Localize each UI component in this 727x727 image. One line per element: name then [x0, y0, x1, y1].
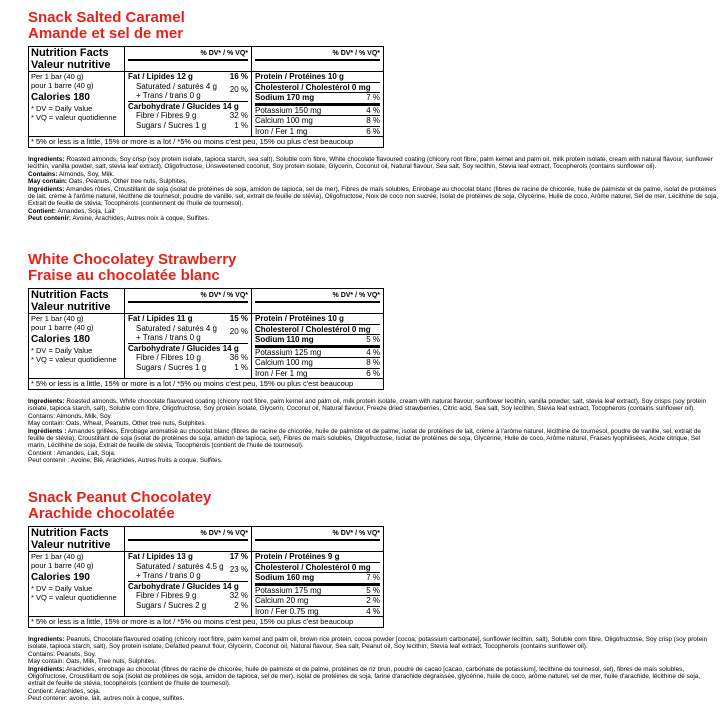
nutrient-iron: Iron / Fer 1 mg 6 % — [255, 368, 380, 378]
dv-note-en: * DV = Daily Value — [31, 584, 93, 593]
calories: Calories 190 — [31, 572, 90, 583]
ingredients-block — [28, 156, 718, 223]
dv-header: % DV* / % VQ* — [255, 529, 380, 541]
ingredient-text: Arachides, enrobage au chocolat (fibres de racine de chicorée, huile de palmiste et de palme, protéines de riz brun, poudre de cacao [cacao, carbonate de potassium], lécithine de tournesol, sel), fibres de maïs solubles, Oligofructose, Croustillant de soja (isolat de protéines de soja, amidon de tapioca, sel de mer), isolat de protéines de soja, farine d'arachide dégraissée, glycérine, huile de coco, arôme naturel, sel de mer, huile d'arachide, lécithine de soja, extrait de feuille de stévia, tocophérols (contient de l'huile de tournesol). — [28, 665, 701, 688]
ingredient-text: Contains: Peanuts, Soy. — [28, 650, 97, 658]
nutrient-iron: Iron / Fer 1 mg 6 % — [255, 126, 380, 136]
ingredient-text: Roasted almonds, Soy crisp (soy protein isolate, tapioca starch, sea salt), Soluble corn fibre, White chocolate flavoured coating (chicory root fibre, palm kernel and palm oil, milk protein isolate, cream with natural flavour, sunflower lecithin, vanilla powder, salt, stevia leaf extract), Oligofructose, Unsweetened coconut, Soy protein isolate, Glycerin, Coconut oil, Natural flavour, Sea salt, Soy lecithin, Stevia leaf extract, Tocopherols (contains sunflower oil). — [28, 156, 713, 171]
ingredient-line — [28, 636, 718, 651]
ingredient-label: Ingrédients : — [28, 427, 67, 435]
nutrient-potassium: Potassium 175 mg 5 % — [255, 585, 380, 595]
nutrient-cholesterol: Cholesterol / Cholestérol 0 mg — [255, 83, 380, 94]
nutrient-carbohydrate: Carbohydrate / Glucides 14 g — [128, 343, 239, 353]
ingredient-line — [28, 695, 718, 702]
ingredient-line — [28, 420, 718, 427]
dv-footer: * 5% or less is a little, 15% or more is a lot / *5% ou moins c'est peu, 15% ou plus c'est beaucoup — [29, 378, 383, 389]
nutrient-saturated: Saturated / saturés 4 g — [136, 81, 217, 91]
nutrient-trans: + Trans / trans 0 g 20 % — [128, 333, 248, 344]
ingredient-text: Peanuts, Chocolate flavoured coating (chicory root fibre, palm kernel and palm oil, brown rice protein, cocoa powder [cocoa, potassium carbonate], sunflower lecithin, salt), Soluble corn fibre, Oligofructose, Soy crisp (soy protein isolate, tapioca starch, salt), Soy protein isolate, Defatted peanut flour, Glycerin, Coconut oil, Natural flavour, Sea salt, Peanut oil, Soy lecithin, Stevia leaf extract, Tocopherols (contains sunflower oil). — [28, 636, 708, 651]
ingredient-line — [28, 208, 718, 215]
product-title-fr: Arachide chocolatée — [28, 505, 175, 522]
ingredient-label: Peut contenir: — [28, 215, 71, 223]
nutrient-protein: Protein / Protéines 9 g — [255, 552, 380, 563]
serving-size-fr: pour 1 barre (40 g) — [31, 561, 94, 570]
nutrient-carbohydrate: Carbohydrate / Glucides 14 g — [128, 101, 239, 111]
ingredient-line — [28, 413, 718, 420]
ingredient-line — [28, 688, 718, 695]
ingredient-text: May contain: Oats, Wheat, Peanuts, Other tree nuts, Sulphites. — [28, 420, 207, 428]
ingredient-text: Peut contenir: avoine, lait, autres noix à coque, sulfites. — [28, 695, 185, 703]
dv-header: % DV* / % VQ* — [128, 49, 248, 61]
serving-size-en: Per 1 bar (40 g) — [31, 314, 84, 323]
serving-size-en: Per 1 bar (40 g) — [31, 72, 84, 81]
ingredient-text: Contient : Amandes, Lait, Soja. — [28, 449, 116, 457]
nutrient-calcium: Calcium 100 mg 8 % — [255, 116, 380, 125]
ingredient-label: May contain: — [28, 178, 68, 186]
dv-footer: * 5% or less is a little, 15% or more is a lot / *5% ou moins c'est peu, 15% ou plus c'est beaucoup — [29, 136, 383, 147]
ingredient-line — [28, 651, 718, 658]
ingredient-line — [28, 398, 718, 413]
nutrient-carbohydrate: Carbohydrate / Glucides 14 g — [128, 581, 239, 591]
ingredient-text: Amandes, Soja, Lait — [56, 207, 115, 215]
nf-heading-fr: Valeur nutritive — [31, 301, 111, 313]
ingredient-text: Oats, Peanuts, Other tree nuts, Sulphites. — [67, 178, 188, 186]
product-section — [28, 489, 718, 703]
ingredient-text: Contient: Arachides, soja. — [28, 687, 101, 695]
nutrition-facts-table — [28, 46, 384, 148]
nutrient-cholesterol: Cholesterol / Cholestérol 0 mg — [255, 325, 380, 336]
nutrient-fibre: Fibre / Fibres 10 g 36 % — [136, 353, 248, 362]
nf-heading-fr: Valeur nutritive — [31, 59, 111, 71]
product-title-en: Snack Salted Caramel — [28, 9, 185, 26]
ingredients-block — [28, 398, 718, 465]
ingredient-text: Peut contenir : Avoine, Blé, Arachides, Autres fruits à coque, Sulfites. — [28, 457, 223, 465]
nf-heading-en: Nutrition Facts — [31, 527, 109, 539]
ingredient-line — [28, 666, 718, 688]
ingredient-line — [28, 186, 718, 208]
nutrient-fat: Fat / Lipides 11 g 15 % — [128, 314, 248, 323]
ingredient-text: Amandes rôties, Croustillant de soja (isolat de protéines de soja, amidon de tapioca, sel de mer), Fibres de maïs solubles, Enrobage au chocolat blanc (fibres de racine de chicorée, huile de palmiste et de palme, isolat de protéines de lait, crème à l'arôme naturel, lécithine de tournesol, poudre de vanille, sel, extrait de feuille de stévia), Oligofructose, Noix de coco non sucrée, Isolat de protéines de soja, Glycérine, Huile de coco, Arôme naturel, Sel de mer, Lécithine de soja, Extrait de feuille de stévia, Tocophérols (contiennent de l'huile de tournesol). — [28, 185, 719, 208]
ingredient-line — [28, 450, 718, 457]
dv-note-en: * DV = Daily Value — [31, 104, 93, 113]
product-section — [28, 9, 719, 223]
ingredient-text: Almonds, Soy, Milk. — [57, 170, 115, 178]
product-title-en: White Chocolatey Strawberry — [28, 251, 237, 268]
ingredient-text: May contain: Oats, Milk, Tree nuts, Sulphites. — [28, 658, 157, 666]
ingredient-line — [28, 171, 718, 178]
nutrient-sugars: Sugars / Sucres 1 g 1 % — [136, 362, 248, 372]
nutrient-fat: Fat / Lipides 12 g 16 % — [128, 72, 248, 81]
ingredient-line — [28, 658, 718, 665]
ingredient-text: Avoine, Arachides, Autres noix à coque, Sulfites. — [70, 215, 210, 223]
ingredient-line — [28, 457, 718, 464]
product-title-en: Snack Peanut Chocolatey — [28, 489, 212, 506]
dv-note-en: * DV = Daily Value — [31, 346, 93, 355]
nutrient-iron: Iron / Fer 0.75 mg 4 % — [255, 606, 380, 616]
nutrient-saturated: Saturated / saturés 4.5 g — [136, 561, 224, 571]
dv-footer: * 5% or less is a little, 15% or more is a lot / *5% ou moins c'est peu, 15% ou plus c'est beaucoup — [29, 616, 383, 627]
dv-header: % DV* / % VQ* — [255, 291, 380, 303]
nutrient-potassium: Potassium 150 mg 4 % — [255, 105, 380, 115]
calories: Calories 180 — [31, 334, 90, 345]
ingredient-label: Ingredients: — [28, 636, 65, 643]
nutrient-sugars: Sugars / Sucres 1 g 1 % — [136, 120, 248, 130]
product-section — [28, 251, 718, 465]
nutrient-trans: + Trans / trans 0 g 23 % — [128, 571, 248, 582]
serving-size-fr: pour 1 barre (40 g) — [31, 323, 94, 332]
ingredient-line — [28, 428, 718, 450]
nutrient-protein: Protein / Protéines 10 g — [255, 314, 380, 325]
product-title-fr: Amande et sel de mer — [28, 25, 184, 42]
ingredients-block — [28, 636, 718, 703]
ingredient-label: Ingrédients: — [28, 665, 65, 673]
product-title-fr: Fraise au chocolatée blanc — [28, 267, 220, 284]
ingredient-label: Ingrédients: — [28, 185, 65, 193]
dv-note-fr: * VQ = valeur quotidienne — [31, 355, 117, 364]
ingredient-line — [28, 156, 718, 171]
nutrient-sodium: Sodium 110 mg 5 % — [255, 335, 380, 348]
dv-note-fr: * VQ = valeur quotidienne — [31, 113, 117, 122]
nf-heading-en: Nutrition Facts — [31, 47, 109, 59]
nf-heading-en: Nutrition Facts — [31, 289, 109, 301]
nutrient-sugars: Sugars / Sucres 2 g 2 % — [136, 600, 248, 610]
nutrition-facts-table — [28, 288, 384, 390]
ingredient-label: Contains: — [28, 170, 58, 178]
nutrient-fibre: Fibre / Fibres 9 g 32 % — [136, 111, 248, 120]
nutrition-facts-table — [28, 526, 384, 628]
ingredient-text: Roasted almonds, White chocolate flavoured coating (chicory root fibre, palm kernel and palm oil, milk protein isolate, cream with natural flavour, sunflower lecithin, vanilla powder, salt, stevia leaf extract), Soy crisps (soy protein isolate, tapioca starch, salt), Soluble corn fibre, Oligofructose, Soy protein isolate, Glycerin, Coconut oil, Natural flavour, Freeze dried strawberries, Citric acid, Sea salt, Soy lecithin, Stevia leaf extract, Tocopherols (contains sunflower oil). — [28, 398, 707, 413]
nutrient-sodium: Sodium 170 mg 7 % — [255, 93, 380, 106]
ingredient-text: Amandes grillées, Enrobage aromatisé au chocolat blanc (fibres de racine de chicorée, huile de palmiste et de palme, isolat de protéines de lait, crème à l'arôme naturel, lécithine de tournesol, poudre de vanille, sel, extrait de feuille de stévia), Croustillant de soja (isolat de protéines de soja, amidon de tapioca, sel), Fibres de maïs solubles, Oligofructose, Isolat de protéines de soja, Glycérine, Huile de coco, Arôme naturel, Fraises lyophilisées, Acide citrique, Sel marin, Lécithine de soja, Extrait de feuille de stévia, Tocophérols (contient de l'huile de tournesol). — [28, 427, 701, 450]
dv-note-fr: * VQ = valeur quotidienne — [31, 593, 117, 602]
dv-header: % DV* / % VQ* — [255, 49, 380, 61]
nutrient-calcium: Calcium 100 mg 8 % — [255, 358, 380, 367]
ingredient-text: Contains: Almonds, Milk, Soy. — [28, 412, 113, 420]
nf-heading-fr: Valeur nutritive — [31, 539, 111, 551]
nutrient-saturated: Saturated / saturés 4 g — [136, 323, 217, 333]
nutrient-fat: Fat / Lipides 13 g 17 % — [128, 552, 248, 561]
nutrient-protein: Protein / Protéines 10 g — [255, 72, 380, 83]
ingredient-line — [28, 178, 718, 185]
nutrient-sodium: Sodium 160 mg 7 % — [255, 573, 380, 586]
ingredient-line — [28, 215, 718, 222]
nutrient-fibre: Fibre / Fibres 9 g 32 % — [136, 591, 248, 600]
nutrient-calcium: Calcium 20 mg 2 % — [255, 596, 380, 605]
serving-size-en: Per 1 bar (40 g) — [31, 552, 84, 561]
nutrient-trans: + Trans / trans 0 g 20 % — [128, 91, 248, 102]
nutrient-potassium: Potassium 125 mg 4 % — [255, 347, 380, 357]
ingredient-label: Contient: — [28, 207, 57, 215]
ingredient-label: Ingredients: — [28, 398, 65, 405]
nutrient-cholesterol: Cholesterol / Cholestérol 0 mg — [255, 563, 380, 574]
serving-size-fr: pour 1 barre (40 g) — [31, 81, 94, 90]
dv-header: % DV* / % VQ* — [128, 529, 248, 541]
ingredient-label: Ingredients: — [28, 156, 65, 163]
calories: Calories 180 — [31, 92, 90, 103]
dv-header: % DV* / % VQ* — [128, 291, 248, 303]
